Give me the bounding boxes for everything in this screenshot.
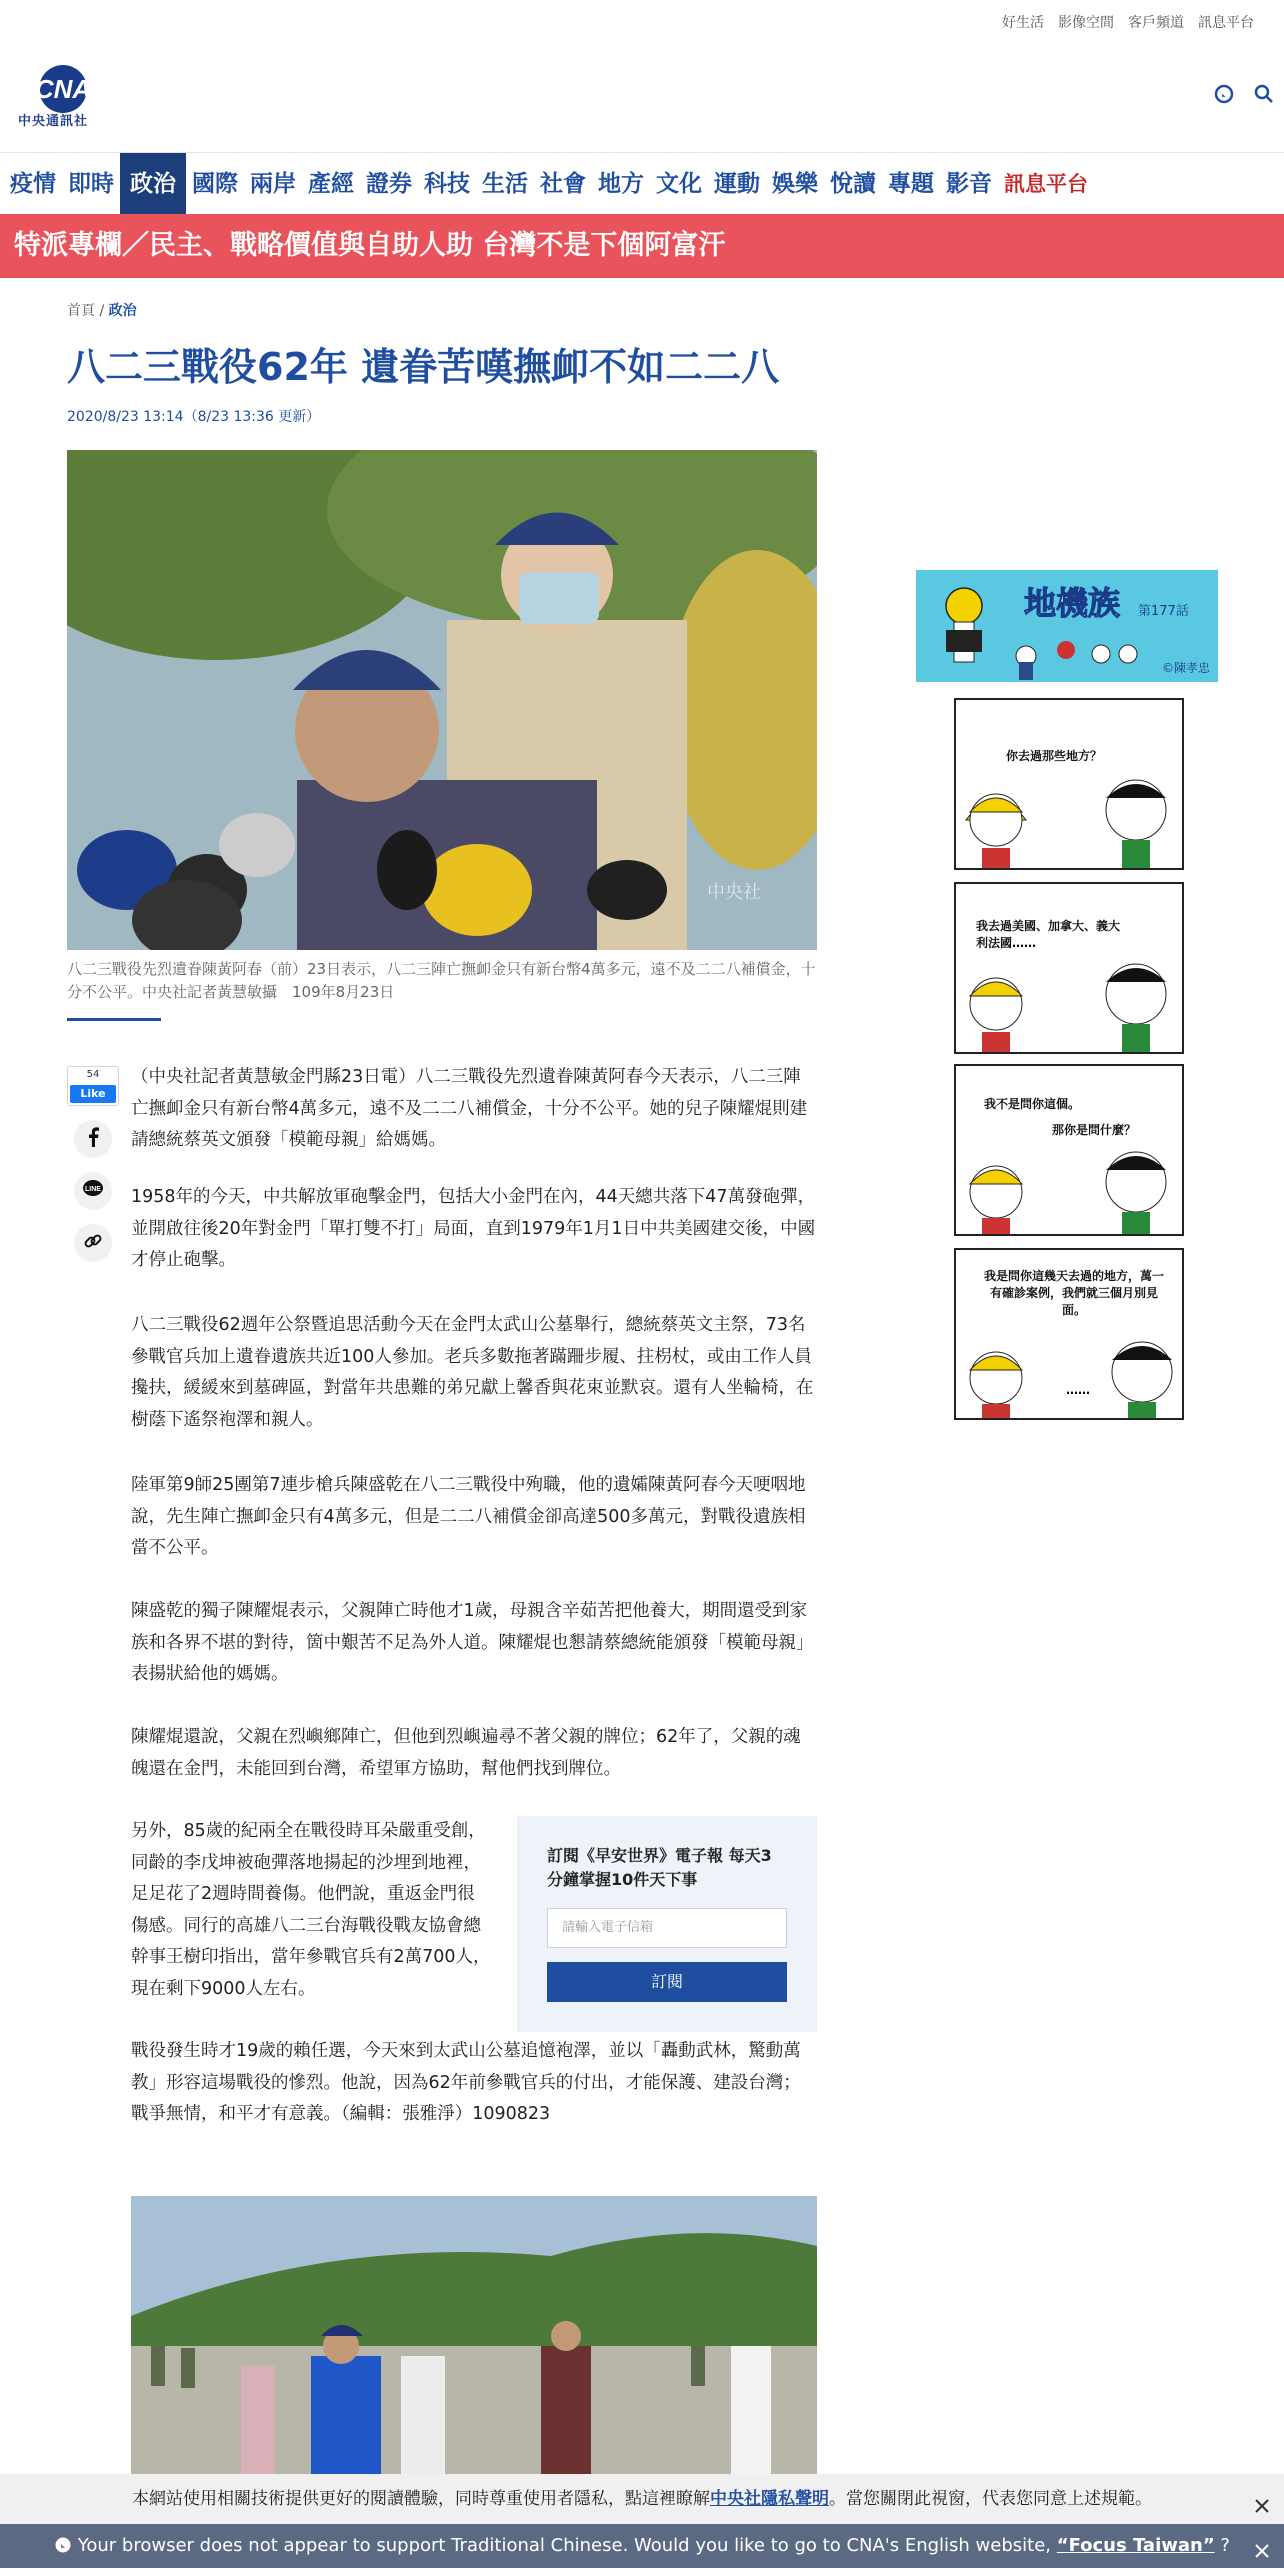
close-icon[interactable] [1252,2534,1272,2568]
copy-link-button[interactable] [74,1224,112,1262]
email-input[interactable]: 請輸入電子信箱 [547,1908,787,1948]
caption-divider [67,1018,161,1021]
article-paragraph: 八二三戰役62週年公祭暨追思活動今天在金門太武山公墓舉行，總統蔡英文主祭，73名參戰官兵加上遺眷遺族共近100人參加。老兵多數拖著蹣跚步履、拄枴杖，或由工作人員攙扶，緩緩來到墓碑區，對當年共患難的弟兄獻上馨香與花束並默哀。還有人坐輪椅，在樹蔭下遙祭袍澤和親人。 [131,1315,814,1430]
cookie-text-end: 。當您關閉此視窗，代表您同意上述規範。 [829,2489,1152,2509]
article-paragraph: 戰役發生時才19歲的賴任選，今天來到太武山公墓追憶袍澤，並以「轟動武林，驚動萬教」形容這場戰役的慘烈。他說，因為62年前參戰官兵的付出，才能保護、建設台灣；戰爭無情，和平才有意義。（編輯：張雅淨）1090823 [131,2041,801,2124]
comic-panel-text-2: 那你是問什麼？ [1052,1123,1137,1137]
column-banner[interactable]: 特派專欄／民主、戰略價值與自助人助 台灣不是下個阿富汗 [0,214,1284,278]
comic-panel [954,698,1184,870]
like-count: 54 [86,1069,100,1080]
newsletter-box [517,1816,817,2032]
util-link-good-life[interactable]: 好生活 [1002,15,1044,31]
article-photo-2 [131,2196,817,2476]
nav-item-society[interactable]: 社會 [540,170,586,197]
breadcrumb-current[interactable]: 政治 [108,303,137,319]
language-bar [0,2524,1284,2568]
nav-item-economy[interactable]: 產經 [308,170,354,197]
nav-item-video[interactable]: 影音 [946,170,992,197]
nav-item-realtime[interactable]: 即時 [68,170,114,197]
nav-item-message-platform[interactable]: 訊息平台 [1004,171,1088,196]
nav-item-sports[interactable]: 運動 [714,170,760,197]
subscribe-button[interactable]: 訂閱 [547,1962,787,2002]
comic-author: ©陳孝忠 [1161,661,1210,675]
nav-item-life[interactable]: 生活 [482,170,528,197]
nav-item-stocks[interactable]: 證券 [366,170,412,197]
article-paragraph: 陳盛乾的獨子陳耀焜表示，父親陣亡時他才1歲，母親含辛茹苦把他養大，期間還受到家族和各界不堪的對待，箇中艱苦不足為外人道。陳耀焜也懇請蔡總統能頒發「模範母親」表揚狀給他的媽媽。 [131,1601,814,1684]
newsletter-title: 訂閱《早安世界》電子報 每天3分鐘掌握10件天下事 [547,1846,772,1889]
nav-item-international[interactable]: 國際 [192,170,238,197]
utility-links [1002,12,1254,32]
article-paragraph: 1958年的今天，中共解放軍砲擊金門，包括大小金門在內，44天總共落下47萬發砲彈，並開啟往後20年對金門「單打雙不打」局面，直到1979年1月1日中共美國建交後，中國才停止砲擊。 [131,1187,816,1270]
svg-text:LINE: LINE [85,1186,101,1193]
cookie-text: 本網站使用相關技術提供更好的閱讀體驗，同時尊重使用者隱私，點這裡瞭解 [132,2489,710,2509]
breadcrumb-separator: / [95,303,109,319]
logo-name: 中央通訊社 [18,114,89,129]
nav-item-tech[interactable]: 科技 [424,170,470,197]
comic-panel-text: 我去過美國、加拿大、義大利法國…… [976,919,1121,950]
language-prompt-end: ? [1214,2535,1230,2556]
facebook-like-button[interactable] [67,1066,119,1106]
nav-item-politics[interactable]: 政治 [120,153,186,215]
nav-item-features[interactable]: 專題 [888,170,934,197]
nav-item-cross-strait[interactable]: 兩岸 [250,170,296,197]
search-icon[interactable] [1254,84,1274,104]
privacy-policy-link[interactable]: 中央社隱私聲明 [710,2489,829,2509]
photo-caption: 八二三戰役先烈遺眷陳黃阿春（前）23日表示，八二三陣亡撫卹金只有新台幣4萬多元，遠不及二二八補償金，十分不公平。中央社記者黃慧敏攝 109年8月23日 [67,960,816,1001]
nav-item-pandemic[interactable]: 疫情 [10,170,56,197]
util-link-image-space[interactable]: 影像空間 [1058,15,1114,31]
nav-item-reading[interactable]: 悅讀 [830,170,876,197]
breadcrumb-home[interactable]: 首頁 [67,303,95,319]
comic-panel [954,1248,1184,1420]
comic-panel-text: 我不是問你這個。 [984,1097,1081,1111]
article-paragraph: 陸軍第9師25團第7連步槍兵陳盛乾在八二三戰役中殉職，他的遺孀陳黃阿春今天哽咽地說，先生陣亡撫卹金只有4萬多元，但是二二八補償金卻高達500多萬元，對戰役遺族相當不公平。 [131,1475,806,1558]
comic-panel-text: 你去過那些地方？ [1006,749,1103,763]
comic-episode: 第177話 [1138,604,1189,619]
article-photo [67,450,817,950]
article-date: 2020/8/23 13:14（8/23 13:36 更新） [67,409,321,425]
like-label: Like [70,1085,116,1103]
util-link-message-platform[interactable]: 訊息平台 [1198,15,1254,31]
article-paragraph: （中央社記者黃慧敏金門縣23日電）八二三戰役先烈遺眷陳黃阿春今天表示，八二三陣亡撫卹金只有新台幣4萬多元，遠不及二二八補償金，十分不公平。她的兒子陳耀焜則建請總統蔡英文頒發「模範母親」給媽媽。 [131,1067,808,1150]
globe-icon [54,2535,72,2556]
line-share-button[interactable] [74,1172,112,1210]
comic-panel [954,1064,1184,1236]
focus-taiwan-link[interactable]: “Focus Taiwan” [1056,2535,1215,2556]
main-nav [0,152,1284,214]
comic-title: 地機族 [1024,584,1121,622]
article-title: 八二三戰役62年 遺眷苦嘆撫卹不如二二八 [67,345,780,389]
util-link-client-channel[interactable]: 客戶頻道 [1128,15,1184,31]
comic-panel-text: 我是問你這幾天去過的地方，萬一有確診案例，我們就三個月別見面。 [984,1269,1165,1317]
article-paragraph: 另外，85歲的紀兩全在戰役時耳朵嚴重受創，同齡的李戊坤被砲彈落地揚起的沙埋到地裡，足足花了2週時間養傷。他們說，重返金門很傷感。同行的高雄八二三台海戰役戰友協會總幹事王樹印指出，當年參戰官兵有2萬700人，現在剩下9000人左右。 [131,1821,491,1999]
comic-panel [954,882,1184,1054]
globe-icon[interactable] [1214,84,1234,104]
comic-header[interactable] [916,570,1218,682]
link-icon [84,1232,102,1254]
nav-item-culture[interactable]: 文化 [656,170,702,197]
share-column [67,1066,119,1262]
nav-item-local[interactable]: 地方 [598,170,644,197]
photo-watermark: 中央社 [707,882,761,902]
line-icon [82,1179,104,1203]
comic-panel-text-2: …… [1066,1383,1090,1397]
facebook-icon [86,1127,100,1151]
facebook-share-button[interactable] [74,1120,112,1158]
breadcrumb [67,300,137,320]
nav-item-entertainment[interactable]: 娛樂 [772,170,818,197]
article-paragraph: 陳耀焜還說，父親在烈嶼鄉陣亡，但他到烈嶼遍尋不著父親的牌位；62年了，父親的魂魄還在金門，未能回到台灣，希望軍方協助，幫他們找到牌位。 [131,1727,801,1779]
logo-mark: CNA [34,74,92,104]
language-prompt: Your browser does not appear to support Traditional Chinese. Would you like to go to CNA's English website, [77,2535,1052,2556]
cookie-bar [0,2474,1284,2524]
